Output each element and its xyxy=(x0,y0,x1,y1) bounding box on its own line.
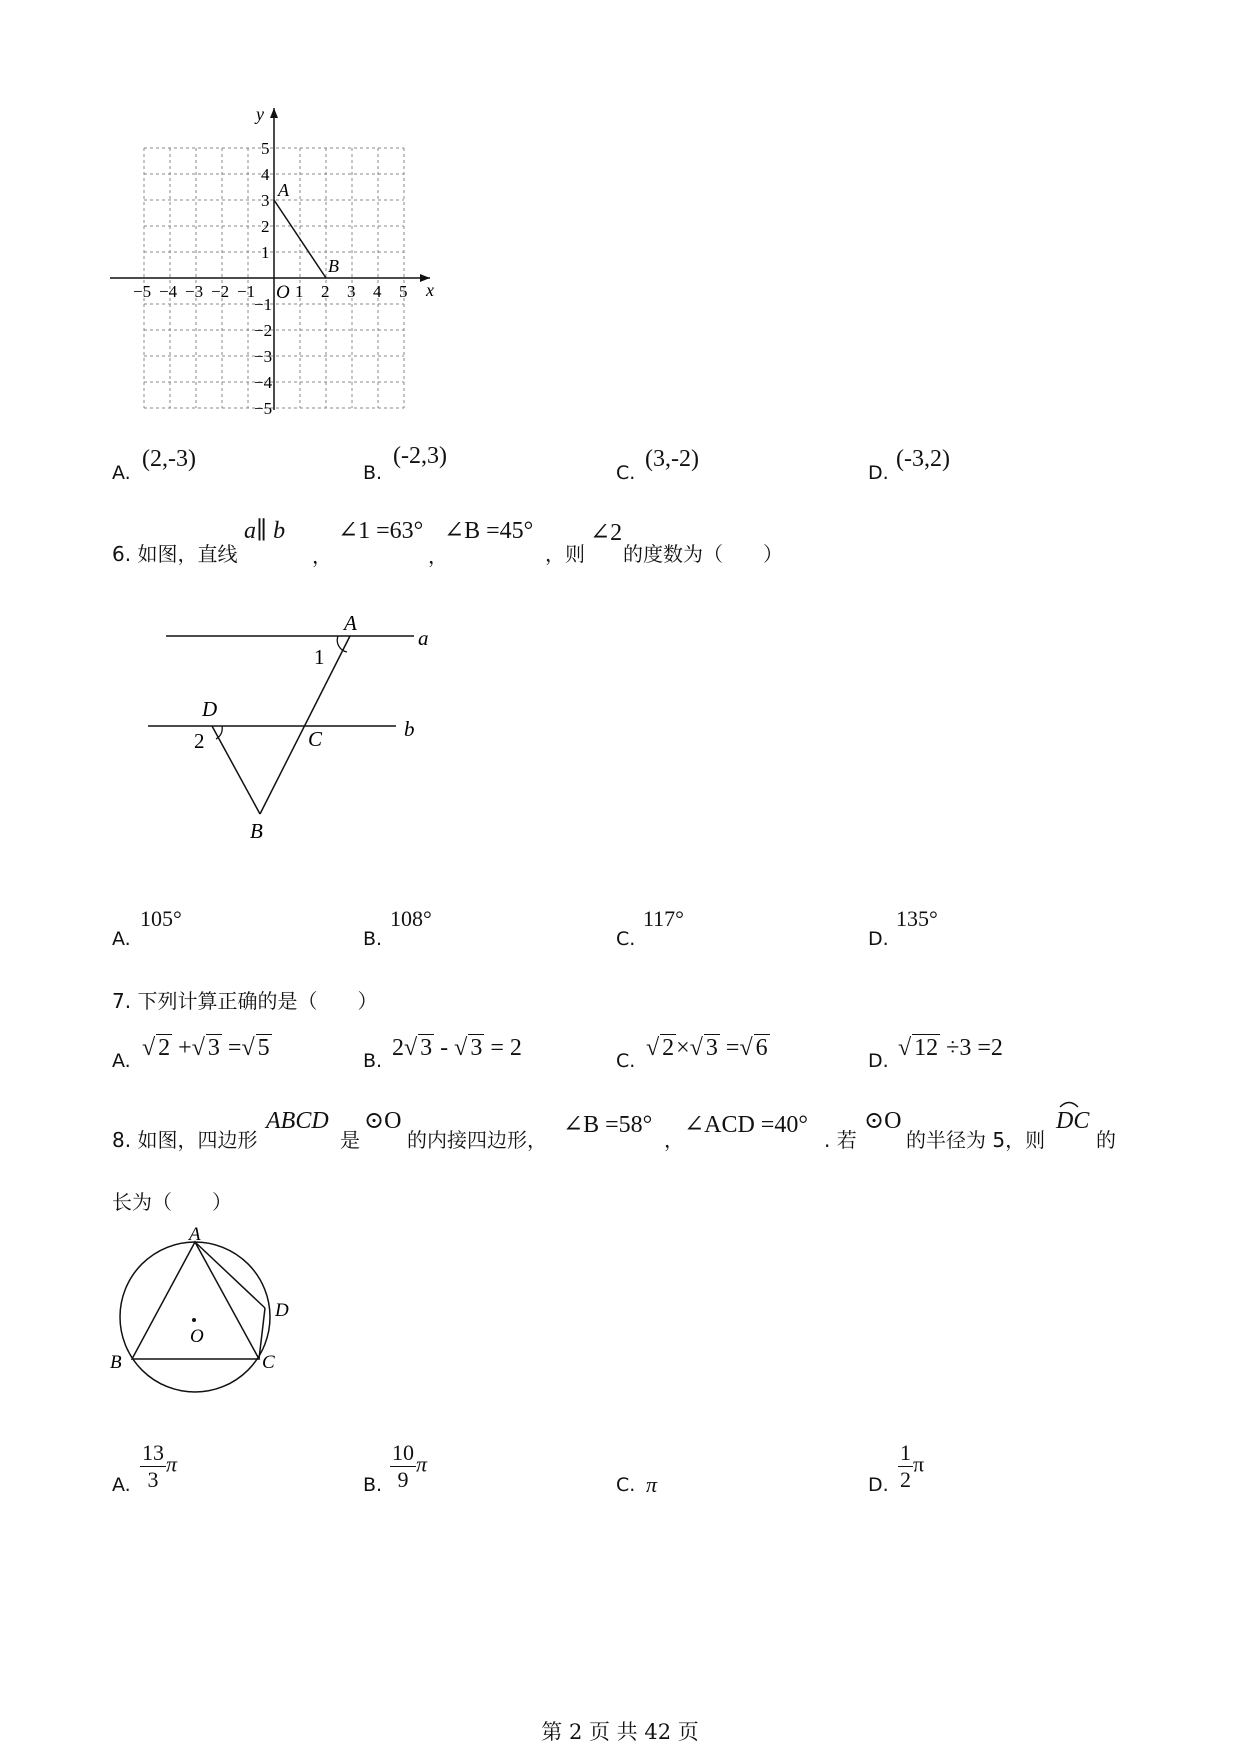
x-tick-label: −3 xyxy=(185,282,204,301)
q7-option-d-letter: D. xyxy=(868,1050,889,1072)
q8-p6: 的半径为 5，则 xyxy=(906,1128,1046,1152)
q6-label-a-point: A xyxy=(344,611,357,635)
q6-sep3: ，则 xyxy=(545,542,585,566)
q8-option-c-expr: π xyxy=(646,1472,658,1497)
q6-label-d: D xyxy=(202,697,218,721)
x-tick-label: −1 xyxy=(237,282,256,301)
page-footer: 第 2 页 共 42 页 xyxy=(541,1720,699,1744)
q8-option-a-letter: A. xyxy=(112,1474,131,1496)
q8-p5: . 若 xyxy=(824,1128,857,1152)
point-b-label: B xyxy=(328,256,339,276)
q7-option-c-letter: C. xyxy=(616,1050,636,1072)
x-tick-label: −5 xyxy=(133,282,152,301)
q7-option-c-expr: √ 2×√ 3 =√ 6 xyxy=(646,1035,768,1061)
coordinate-graph xyxy=(100,90,445,420)
q5-option-c-value: (3,-2) xyxy=(645,446,699,472)
q8-circle2: ⊙O xyxy=(864,1108,902,1134)
q6-label-two: 2 xyxy=(194,729,205,753)
q8-option-a-expr: $\frac{13}{3}$ π xyxy=(142,1440,178,1492)
q6-target: ∠2 xyxy=(590,520,623,546)
y-tick-label: 1 xyxy=(261,243,270,262)
q6-sep2: ， xyxy=(428,544,448,568)
y-tick-label: 2 xyxy=(261,217,270,236)
origin-label: O xyxy=(276,282,290,303)
x-tick-label: −2 xyxy=(211,282,230,301)
q7-option-a-letter: A. xyxy=(112,1050,131,1072)
q7-option-b-letter: B. xyxy=(363,1050,383,1072)
y-tick-label: −2 xyxy=(254,321,273,340)
q8-label-b: B xyxy=(110,1352,122,1373)
q6-cond-angleB: ∠B =45° xyxy=(444,518,534,544)
q6-option-a-value: 105° xyxy=(140,906,182,931)
q8-option-d-letter: D. xyxy=(868,1474,889,1496)
q8-option-c-letter: C. xyxy=(616,1474,636,1496)
q5-option-c-letter: C. xyxy=(616,462,636,484)
q8-label-a: A xyxy=(189,1224,201,1245)
q6-option-b-letter: B. xyxy=(363,928,383,950)
q8-arc: DC xyxy=(1056,1108,1089,1135)
y-tick-label: 4 xyxy=(261,165,270,184)
q6-option-c-letter: C. xyxy=(616,928,636,950)
q5-option-b-value: (-2,3) xyxy=(393,443,447,469)
q5-option-a-value: (2,-3) xyxy=(142,446,196,472)
y-tick-label: −3 xyxy=(254,347,273,366)
q6-cond-angle1: ∠1 =63° xyxy=(338,518,424,544)
x-axis xyxy=(110,274,430,282)
line-ab xyxy=(260,636,350,814)
q6-option-b-value: 108° xyxy=(390,906,432,931)
q5-option-d-letter: D. xyxy=(868,462,889,484)
circle-o xyxy=(120,1242,270,1392)
q6-label-line-b: b xyxy=(404,717,415,741)
q6-sep1: ， xyxy=(312,544,332,568)
y-tick-label: 3 xyxy=(261,191,270,210)
q8-circle1: ⊙O xyxy=(364,1108,402,1134)
q7-option-a-expr: √ 2 +√ 3 =√ 5 xyxy=(142,1035,270,1061)
x-tick-label: −4 xyxy=(159,282,178,301)
center-dot xyxy=(192,1318,196,1322)
q8-line2: 长为（ ） xyxy=(112,1190,232,1214)
q6-option-a-letter: A. xyxy=(112,928,131,950)
q7-option-b-expr: 2√ 3 - √ 3 = 2 xyxy=(392,1035,522,1061)
y-tick-label: −1 xyxy=(254,295,273,314)
q8-quad: ABCD xyxy=(266,1108,329,1134)
segment-ad xyxy=(195,1242,265,1308)
y-tick-label: −4 xyxy=(254,373,273,392)
x-axis-label: x xyxy=(426,280,434,300)
x-tick-label: 2 xyxy=(321,282,330,301)
q8-label-c: C xyxy=(262,1352,275,1373)
q8-label-d: D xyxy=(275,1300,289,1321)
q6-option-c-value: 117° xyxy=(643,906,684,931)
q8-figure xyxy=(100,1220,320,1420)
q8-angleACD: ∠ACD =40° xyxy=(684,1112,808,1138)
q8-p4: ， xyxy=(664,1128,684,1152)
q8-option-d-expr: $\frac{1}{2}$ π xyxy=(900,1440,925,1492)
q5-option-d-value: (-3,2) xyxy=(896,446,950,472)
line-db xyxy=(212,726,260,814)
q5-option-a-letter: A. xyxy=(112,462,131,484)
x-tick-label: 3 xyxy=(347,282,356,301)
q8-label-o: O xyxy=(190,1326,204,1347)
x-tick-label: 5 xyxy=(399,282,408,301)
q8-option-b-expr: $\frac{10}{9}$ π xyxy=(392,1440,428,1492)
q6-cond-parallel: a∥ b xyxy=(244,518,286,544)
q8-angleB: ∠B =58° xyxy=(563,1112,653,1138)
q7-option-d-expr: √ 12 ÷3 =2 xyxy=(898,1035,1003,1061)
q8-p2: 是 xyxy=(340,1128,360,1152)
q6-label-b: B xyxy=(250,819,263,840)
q5-option-b-letter: B. xyxy=(363,462,383,484)
segment-ab xyxy=(274,200,326,278)
q6-label-one: 1 xyxy=(314,645,325,669)
arc-mark xyxy=(1058,1098,1080,1108)
q6-prefix: 6. 如图，直线 xyxy=(112,542,238,566)
q6-label-line-a: a xyxy=(418,626,429,650)
q6-label-c: C xyxy=(308,727,323,751)
q7-stem: 7. 下列计算正确的是（ ） xyxy=(112,989,378,1013)
y-tick-label: −5 xyxy=(254,399,273,418)
y-tick-label: 5 xyxy=(261,139,270,158)
q8-p1: 8. 如图，四边形 xyxy=(112,1128,258,1152)
q8-p7: 的 xyxy=(1096,1128,1116,1152)
q8-option-b-letter: B. xyxy=(363,1474,383,1496)
q8-p3: 的内接四边形， xyxy=(407,1128,547,1152)
q6-suffix: 的度数为（ ） xyxy=(623,542,783,566)
point-a-label: A xyxy=(278,180,289,200)
q6-figure xyxy=(140,600,440,840)
y-axis-label: y xyxy=(256,104,264,124)
q6-option-d-value: 135° xyxy=(896,906,938,931)
q6-option-d-letter: D. xyxy=(868,928,889,950)
angle2-arc xyxy=(216,726,222,739)
x-tick-label: 1 xyxy=(295,282,304,301)
x-tick-label: 4 xyxy=(373,282,382,301)
